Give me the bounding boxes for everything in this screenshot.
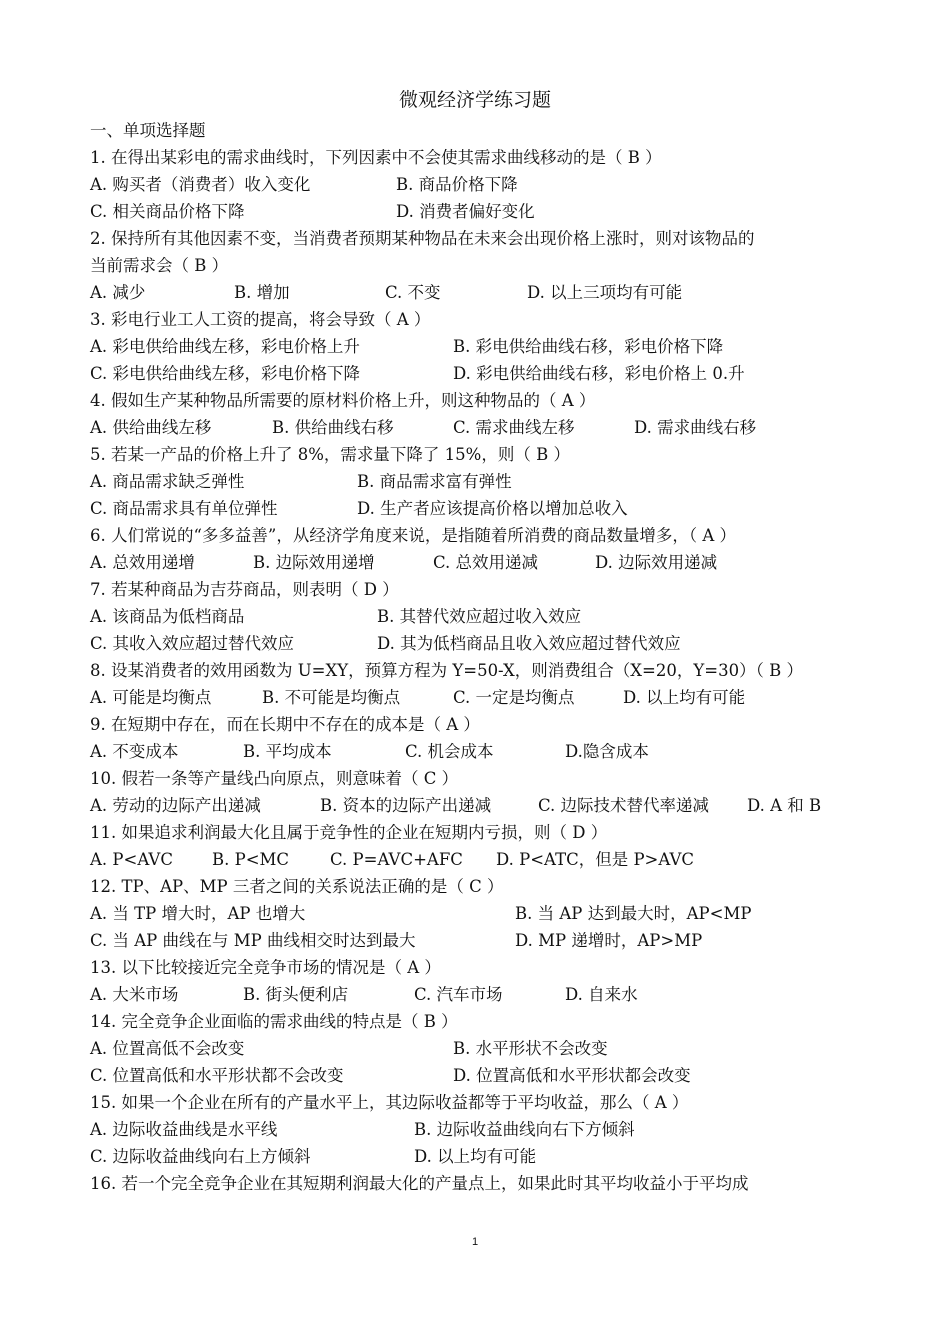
q13-option-d: D. 自来水 [565, 985, 638, 1004]
q6-option-d: D. 边际效用递减 [595, 553, 718, 572]
q3-option-c: C. 彩电供给曲线左移，彩电价格下降 [90, 364, 361, 383]
question-16: 16. 若一个完全竞争企业在其短期利润最大化的产量点上，如果此时其平均收益小于平均成 [90, 1174, 749, 1193]
q14-option-c: C. 位置高低和水平形状都不会改变 [90, 1066, 344, 1085]
q9-option-b: B. 平均成本 [243, 742, 332, 761]
q1-option-b: B. 商品价格下降 [396, 175, 518, 194]
q15-option-a: A. 边际收益曲线是水平线 [90, 1120, 278, 1139]
q4-option-c: C. 需求曲线左移 [453, 418, 575, 437]
q4-option-b: B. 供给曲线右移 [272, 418, 394, 437]
document-title: 微观经济学练习题 [398, 89, 551, 111]
section-heading: 一、单项选择题 [90, 121, 206, 140]
q8-option-c: C. 一定是均衡点 [453, 688, 575, 707]
q3-option-b: B. 彩电供给曲线右移，彩电价格下降 [453, 337, 724, 356]
question-12: 12. TP、AP、MP 三者之间的关系说法正确的是（ C ） [90, 877, 504, 896]
q5-option-c: C. 商品需求具有单位弹性 [90, 499, 278, 518]
question-2-line-1: 2. 保持所有其他因素不变，当消费者预期某种物品在未来会出现价格上涨时，则对该物品的 [90, 229, 755, 248]
q8-option-b: B. 不可能是均衡点 [262, 688, 401, 707]
q1-option-c: C. 相关商品价格下降 [90, 202, 245, 221]
q7-option-c: C. 其收入效应超过替代效应 [90, 634, 295, 653]
page-number: 1 [471, 1236, 479, 1248]
q13-option-c: C. 汽车市场 [414, 985, 503, 1004]
q7-option-a: A. 该商品为低档商品 [90, 607, 245, 626]
q8-option-d: D. 以上均有可能 [623, 688, 746, 707]
q10-option-d: D. A 和 B [747, 796, 822, 815]
q9-option-d: D.隐含成本 [565, 742, 649, 761]
q5-option-a: A. 商品需求缺乏弹性 [90, 472, 245, 491]
q11-option-b: B. P<MC [212, 850, 290, 869]
question-4: 4. 假如生产某种物品所需要的原材料价格上升，则这种物品的（ A ） [90, 391, 596, 410]
q10-option-b: B. 资本的边际产出递减 [320, 796, 492, 815]
q15-option-c: C. 边际收益曲线向右上方倾斜 [90, 1147, 311, 1166]
question-11: 11. 如果追求利润最大化且属于竞争性的企业在短期内亏损，则（ D ） [90, 823, 608, 842]
q5-option-b: B. 商品需求富有弹性 [357, 472, 512, 491]
question-1: 1. 在得出某彩电的需求曲线时，下列因素中不会使其需求曲线移动的是（ B ） [90, 148, 662, 167]
q3-option-a: A. 彩电供给曲线左移，彩电价格上升 [90, 337, 360, 356]
question-6: 6. 人们常说的“多多益善”，从经济学角度来说，是指随着所消费的商品数量增多，（ A ） [90, 526, 737, 545]
q2-option-c: C. 不变 [385, 283, 441, 302]
question-3: 3. 彩电行业工人工资的提高，将会导致（ A ） [90, 310, 431, 329]
question-14: 14. 完全竞争企业面临的需求曲线的特点是（ B ） [90, 1012, 458, 1031]
q2-option-b: B. 增加 [234, 283, 290, 302]
q12-option-c: C. 当 AP 曲线在与 MP 曲线相交时达到最大 [90, 931, 416, 950]
q10-option-a: A. 劳动的边际产出递减 [90, 796, 261, 815]
q14-option-a: A. 位置高低不会改变 [90, 1039, 245, 1058]
q2-option-d: D. 以上三项均有可能 [527, 283, 683, 302]
question-9: 9. 在短期中存在，而在长期中不存在的成本是（ A ） [90, 715, 480, 734]
q15-option-b: B. 边际收益曲线向右下方倾斜 [414, 1120, 635, 1139]
q3-option-d: D. 彩电供给曲线右移，彩电价格上 0.升 [453, 364, 745, 383]
q4-option-d: D. 需求曲线右移 [634, 418, 757, 437]
q14-option-d: D. 位置高低和水平形状都会改变 [453, 1066, 691, 1085]
q10-option-c: C. 边际技术替代率递减 [538, 796, 710, 815]
q7-option-b: B. 其替代效应超过收入效应 [377, 607, 582, 626]
q12-option-d: D. MP 递增时，AP>MP [515, 931, 703, 950]
q13-option-b: B. 街头便利店 [243, 985, 349, 1004]
q12-option-b: B. 当 AP 达到最大时，AP<MP [515, 904, 752, 923]
q9-option-a: A. 不变成本 [90, 742, 179, 761]
question-5: 5. 若某一产品的价格上升了 8%，需求量下降了 15%，则（ B ） [90, 445, 570, 464]
q8-option-a: A. 可能是均衡点 [90, 688, 212, 707]
q7-option-d: D. 其为低档商品且收入效应超过替代效应 [377, 634, 681, 653]
question-2-line-2: 当前需求会（ B ） [90, 256, 229, 275]
q6-option-b: B. 边际效用递增 [253, 553, 375, 572]
q13-option-a: A. 大米市场 [90, 985, 179, 1004]
q1-option-a: A. 购买者（消费者）收入变化 [90, 175, 311, 194]
q11-option-d: D. P<ATC，但是 P>AVC [496, 850, 695, 869]
question-8: 8. 设某消费者的效用函数为 U=XY，预算方程为 Y=50-X，则消费组合（X=20，Y=30）（ B ） [90, 661, 803, 680]
q11-option-c: C. P=AVC+AFC [330, 850, 463, 869]
question-15: 15. 如果一个企业在所有的产量水平上，其边际收益都等于平均收益，那么（ A ） [90, 1093, 689, 1112]
q1-option-d: D. 消费者偏好变化 [396, 202, 535, 221]
q2-option-a: A. 减少 [90, 283, 146, 302]
q15-option-d: D. 以上均有可能 [414, 1147, 537, 1166]
q5-option-d: D. 生产者应该提高价格以增加总收入 [357, 499, 628, 518]
q9-option-c: C. 机会成本 [405, 742, 494, 761]
q14-option-b: B. 水平形状不会改变 [453, 1039, 608, 1058]
q6-option-c: C. 总效用递减 [433, 553, 539, 572]
question-13: 13. 以下比较接近完全竞争市场的情况是（ A ） [90, 958, 441, 977]
q11-option-a: A. P<AVC [90, 850, 173, 869]
question-10: 10. 假若一条等产量线凸向原点，则意味着（ C ） [90, 769, 459, 788]
q6-option-a: A. 总效用递增 [90, 553, 195, 572]
q12-option-a: A. 当 TP 增大时，AP 也增大 [90, 904, 306, 923]
q4-option-a: A. 供给曲线左移 [90, 418, 212, 437]
question-7: 7. 若某种商品为吉芬商品，则表明（ D ） [90, 580, 399, 599]
